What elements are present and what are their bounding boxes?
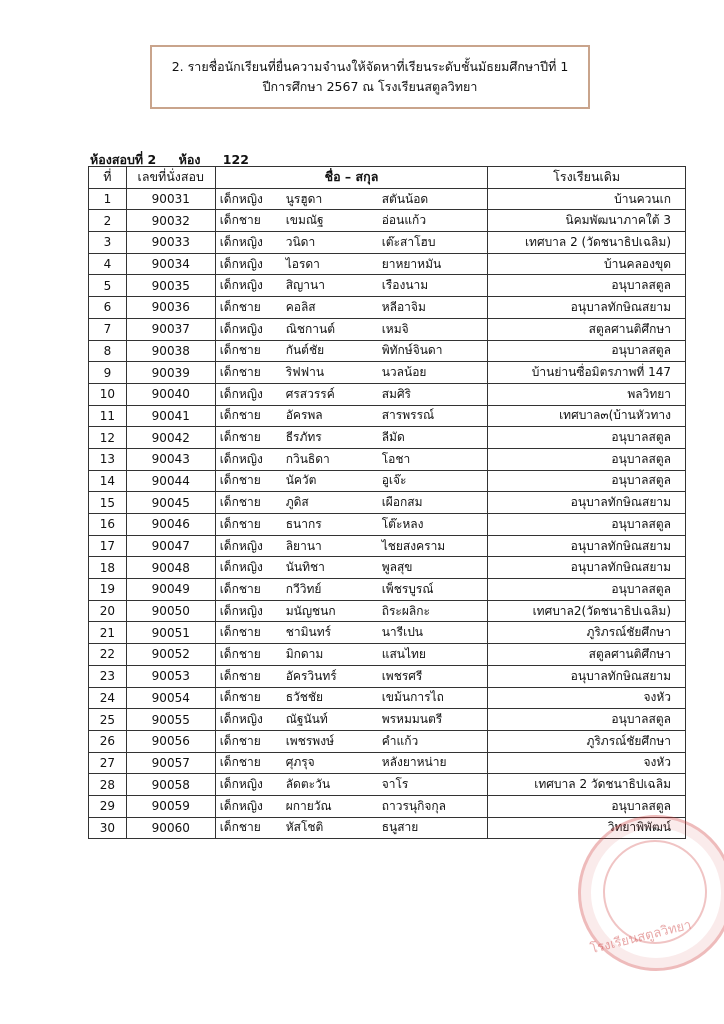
seal-text: โรงเรียนสตูลวิทยา	[588, 917, 693, 958]
name-prefix: เด็กหญิง	[219, 538, 263, 553]
room-label: ห้อง	[178, 152, 201, 167]
name-prefix: เด็กหญิง	[219, 560, 263, 575]
student-name-cell	[215, 362, 488, 384]
first-name: อัครพล	[285, 408, 323, 423]
row-number-cell: 17	[89, 535, 127, 557]
previous-school-cell: อนุบาลทักษิณสยาม	[488, 297, 686, 319]
row-number-cell: 23	[89, 665, 127, 687]
table-row	[89, 427, 686, 449]
student-name-cell	[215, 492, 488, 514]
student-name-cell	[215, 275, 488, 297]
last-name: พูลสุข	[381, 560, 413, 575]
first-name: นูรฮูดา	[285, 191, 323, 206]
last-name: อ่อนแก้ว	[381, 213, 427, 228]
student-name-cell	[215, 644, 488, 666]
first-name: กันต์ชัย	[285, 343, 325, 358]
name-prefix: เด็กหญิง	[219, 798, 263, 813]
seat-number-cell: 90050	[126, 600, 215, 622]
last-name: ธนูสาย	[381, 820, 419, 835]
table-row	[89, 405, 686, 427]
previous-school-cell: วิทยาพิพัฒน์	[488, 817, 686, 839]
row-number-cell: 25	[89, 709, 127, 731]
previous-school-cell: อนุบาลทักษิณสยาม	[488, 557, 686, 579]
table-row	[89, 665, 686, 687]
student-name-cell	[215, 665, 488, 687]
first-name: ธนากร	[285, 516, 322, 531]
row-number-cell: 13	[89, 448, 127, 470]
previous-school-cell: บ้านย่านซื่อมิตรภาพที่ 147	[488, 362, 686, 384]
seat-number-cell: 90051	[126, 622, 215, 644]
seat-number-cell: 90054	[126, 687, 215, 709]
row-number-cell: 1	[89, 188, 127, 210]
name-prefix: เด็กหญิง	[219, 234, 263, 249]
seat-number-cell: 90031	[126, 188, 215, 210]
name-prefix: เด็กชาย	[219, 646, 261, 661]
student-name-cell	[215, 795, 488, 817]
first-name: นัควัต	[285, 473, 317, 488]
last-name: โต๊ะหลง	[381, 516, 424, 531]
seat-number-cell: 90034	[126, 253, 215, 275]
table-row	[89, 774, 686, 796]
table-row	[89, 448, 686, 470]
row-number-cell: 18	[89, 557, 127, 579]
name-prefix: เด็กชาย	[219, 495, 261, 510]
first-name: เพชรพงษ์	[285, 733, 334, 748]
name-prefix: เด็กหญิง	[219, 386, 263, 401]
first-name: คอลิส	[285, 299, 316, 314]
row-number-cell: 10	[89, 383, 127, 405]
student-name-cell	[215, 318, 488, 340]
row-number-cell: 2	[89, 210, 127, 232]
name-prefix: เด็กชาย	[219, 755, 261, 770]
seat-number-cell: 90048	[126, 557, 215, 579]
student-name-cell	[215, 817, 488, 839]
table-row	[89, 383, 686, 405]
student-name-cell	[215, 622, 488, 644]
table-row	[89, 622, 686, 644]
table-row	[89, 535, 686, 557]
student-name-cell	[215, 188, 488, 210]
table-row	[89, 730, 686, 752]
student-name-cell	[215, 730, 488, 752]
last-name: เพ็ชรบูรณ์	[381, 581, 434, 596]
row-number-cell: 15	[89, 492, 127, 514]
row-number-cell: 22	[89, 644, 127, 666]
name-prefix: เด็กชาย	[219, 668, 261, 683]
first-name: นันทิชา	[285, 560, 325, 575]
seat-number-cell: 90049	[126, 579, 215, 601]
row-number-cell: 30	[89, 817, 127, 839]
name-prefix: เด็กหญิง	[219, 712, 263, 727]
first-name: ชามินทร์	[285, 625, 332, 640]
last-name: พรหมมนตรี	[381, 712, 443, 727]
table-row	[89, 600, 686, 622]
last-name: เรืองนาม	[381, 278, 429, 293]
first-name: ลัดตะวัน	[285, 777, 331, 792]
previous-school-cell: จงหัว	[488, 752, 686, 774]
previous-school-cell: อนุบาลสตูล	[488, 340, 686, 362]
previous-school-cell: เทศบาล๓(บ้านหัวทาง	[488, 405, 686, 427]
last-name: โอชา	[381, 451, 411, 466]
seat-number-cell: 90057	[126, 752, 215, 774]
name-prefix: เด็กหญิง	[219, 451, 263, 466]
table-row	[89, 492, 686, 514]
row-number-cell: 6	[89, 297, 127, 319]
name-prefix: เด็กชาย	[219, 365, 261, 380]
row-number-cell: 24	[89, 687, 127, 709]
seat-number-cell: 90045	[126, 492, 215, 514]
previous-school-cell: ภูริภรณ์ชัยศึกษา	[488, 622, 686, 644]
previous-school-cell: บ้านควนเก	[488, 188, 686, 210]
previous-school-cell: สตูลศานติศึกษา	[488, 318, 686, 340]
seat-number-cell: 90032	[126, 210, 215, 232]
last-name: นวลน้อย	[381, 365, 427, 380]
table-row	[89, 210, 686, 232]
previous-school-cell: เทศบาล 2 (วัดชนาธิปเฉลิม)	[488, 232, 686, 254]
previous-school-cell: อนุบาลสตูล	[488, 470, 686, 492]
student-name-cell	[215, 752, 488, 774]
student-name-cell	[215, 687, 488, 709]
header-previous-school: โรงเรียนเดิม	[488, 167, 686, 189]
table-row	[89, 817, 686, 839]
student-name-cell	[215, 383, 488, 405]
row-number-cell: 19	[89, 579, 127, 601]
table-header-row	[89, 167, 686, 189]
table-row	[89, 232, 686, 254]
seat-number-cell: 90035	[126, 275, 215, 297]
row-number-cell: 3	[89, 232, 127, 254]
student-name-cell	[215, 405, 488, 427]
previous-school-cell: อนุบาลทักษิณสยาม	[488, 665, 686, 687]
previous-school-cell: อนุบาลทักษิณสยาม	[488, 535, 686, 557]
table-row	[89, 557, 686, 579]
row-number-cell: 16	[89, 514, 127, 536]
table-row	[89, 514, 686, 536]
seat-number-cell: 90040	[126, 383, 215, 405]
table-row	[89, 687, 686, 709]
name-prefix: เด็กหญิง	[219, 256, 263, 271]
last-name: ถิระผลิกะ	[381, 603, 430, 618]
table-row	[89, 340, 686, 362]
student-name-cell	[215, 448, 488, 470]
last-name: พิทักษ์จินดา	[381, 343, 443, 358]
first-name: ลิยานา	[285, 538, 322, 553]
student-name-cell	[215, 774, 488, 796]
previous-school-cell: เทศบาล 2 วัดชนาธิปเฉลิม	[488, 774, 686, 796]
previous-school-cell: อนุบาลทักษิณสยาม	[488, 492, 686, 514]
name-prefix: เด็กหญิง	[219, 191, 263, 206]
first-name: ผกายวัณ	[285, 798, 332, 813]
name-prefix: เด็กชาย	[219, 516, 261, 531]
seat-number-cell: 90047	[126, 535, 215, 557]
previous-school-cell: นิคมพัฒนาภาคใต้ 3	[488, 210, 686, 232]
name-prefix: เด็กชาย	[219, 408, 261, 423]
name-prefix: เด็กชาย	[219, 213, 261, 228]
first-name: วนิดา	[285, 234, 316, 249]
student-name-cell	[215, 297, 488, 319]
row-number-cell: 27	[89, 752, 127, 774]
first-name: เขมณัฐ	[285, 213, 324, 228]
header-name: ชื่อ – สกุล	[215, 167, 488, 189]
header-no: ที่	[89, 167, 127, 189]
last-name: อูเจ๊ะ	[381, 473, 407, 488]
student-name-cell	[215, 535, 488, 557]
name-prefix: เด็กหญิง	[219, 321, 263, 336]
previous-school-cell: บ้านคลองขุด	[488, 253, 686, 275]
first-name: กวีวิทย์	[285, 581, 322, 596]
previous-school-cell: อนุบาลสตูล	[488, 709, 686, 731]
student-name-cell	[215, 210, 488, 232]
previous-school-cell: สตูลศานติศึกษา	[488, 644, 686, 666]
table-row	[89, 188, 686, 210]
last-name: นารีเปน	[381, 625, 424, 640]
seat-number-cell: 90038	[126, 340, 215, 362]
first-name: ภูดิส	[285, 495, 309, 510]
previous-school-cell: อนุบาลสตูล	[488, 579, 686, 601]
previous-school-cell: ภูริภรณ์ชัยศึกษา	[488, 730, 686, 752]
table-row	[89, 275, 686, 297]
table-row	[89, 253, 686, 275]
seat-number-cell: 90058	[126, 774, 215, 796]
last-name: เพชรศรี	[381, 668, 423, 683]
table-row	[89, 297, 686, 319]
first-name: ธวัชชัย	[285, 690, 324, 705]
last-name: หลังยาหน่าย	[381, 755, 447, 770]
table-row	[89, 795, 686, 817]
last-name: ถาวรนุกิจกุล	[381, 798, 447, 813]
student-name-cell	[215, 427, 488, 449]
first-name: หัสโชติ	[285, 820, 324, 835]
student-name-cell	[215, 340, 488, 362]
student-roster-table	[88, 166, 686, 839]
last-name: เขม้นการไถ	[381, 690, 444, 705]
previous-school-cell: อนุบาลสตูล	[488, 275, 686, 297]
first-name: กวินธิดา	[285, 451, 330, 466]
table-row	[89, 644, 686, 666]
first-name: ณัฐนันท์	[285, 712, 328, 727]
table-row	[89, 579, 686, 601]
seat-number-cell: 90036	[126, 297, 215, 319]
previous-school-cell: อนุบาลสตูล	[488, 795, 686, 817]
seat-number-cell: 90059	[126, 795, 215, 817]
name-prefix: เด็กชาย	[219, 820, 261, 835]
row-number-cell: 4	[89, 253, 127, 275]
table-body	[89, 188, 686, 839]
first-name: ธีรภัทร	[285, 430, 322, 445]
table-row	[89, 362, 686, 384]
row-number-cell: 26	[89, 730, 127, 752]
name-prefix: เด็กหญิง	[219, 777, 263, 792]
seat-number-cell: 90033	[126, 232, 215, 254]
seat-number-cell: 90055	[126, 709, 215, 731]
student-name-cell	[215, 232, 488, 254]
seat-number-cell: 90039	[126, 362, 215, 384]
name-prefix: เด็กชาย	[219, 430, 261, 445]
last-name: คำแก้ว	[381, 733, 419, 748]
student-name-cell	[215, 579, 488, 601]
name-prefix: เด็กหญิง	[219, 603, 263, 618]
previous-school-cell: จงหัว	[488, 687, 686, 709]
name-prefix: เด็กชาย	[219, 733, 261, 748]
table-row	[89, 709, 686, 731]
row-number-cell: 9	[89, 362, 127, 384]
row-number-cell: 8	[89, 340, 127, 362]
previous-school-cell: พลวิทยา	[488, 383, 686, 405]
table-row	[89, 318, 686, 340]
previous-school-cell: อนุบาลสตูล	[488, 514, 686, 536]
last-name: ลีมัด	[381, 430, 405, 445]
row-number-cell: 29	[89, 795, 127, 817]
first-name: ณิชกานต์	[285, 321, 335, 336]
first-name: มิกดาม	[285, 646, 324, 661]
row-number-cell: 5	[89, 275, 127, 297]
first-name: อัครวินทร์	[285, 668, 337, 683]
last-name: แสนไทย	[381, 646, 426, 661]
table-row	[89, 752, 686, 774]
seat-number-cell: 90042	[126, 427, 215, 449]
last-name: หลีอาจิม	[381, 299, 426, 314]
title-line-1: 2. รายชื่อนักเรียนที่ยื่นความจำนงให้จัดหาที่เรียนระดับชั้นมัธยมศึกษาปีที่ 1	[171, 59, 569, 74]
seat-number-cell: 90053	[126, 665, 215, 687]
name-prefix: เด็กชาย	[219, 625, 261, 640]
first-name: ริฟฟาน	[285, 365, 325, 380]
student-name-cell	[215, 470, 488, 492]
document-title-box	[150, 45, 590, 109]
row-number-cell: 11	[89, 405, 127, 427]
name-prefix: เด็กชาย	[219, 473, 261, 488]
last-name: สารพรรณ์	[381, 408, 435, 423]
header-seat-number: เลขที่นั่งสอบ	[126, 167, 215, 189]
row-number-cell: 14	[89, 470, 127, 492]
seat-number-cell: 90044	[126, 470, 215, 492]
student-name-cell	[215, 514, 488, 536]
first-name: ไอรดา	[285, 256, 320, 271]
student-name-cell	[215, 253, 488, 275]
last-name: สมศิริ	[381, 386, 411, 401]
exam-room-label: ห้องสอบที่ 2	[90, 152, 157, 167]
previous-school-cell: อนุบาลสตูล	[488, 448, 686, 470]
table-row	[89, 470, 686, 492]
seat-number-cell: 90037	[126, 318, 215, 340]
previous-school-cell: อนุบาลสตูล	[488, 427, 686, 449]
row-number-cell: 12	[89, 427, 127, 449]
first-name: มนัญชนก	[285, 603, 336, 618]
name-prefix: เด็กชาย	[219, 690, 261, 705]
row-number-cell: 7	[89, 318, 127, 340]
room-number: 122	[222, 152, 249, 167]
first-name: ศรสวรรค์	[285, 386, 335, 401]
name-prefix: เด็กชาย	[219, 299, 261, 314]
student-name-cell	[215, 557, 488, 579]
seat-number-cell: 90043	[126, 448, 215, 470]
first-name: ศุภรุจ	[285, 755, 315, 770]
student-name-cell	[215, 709, 488, 731]
name-prefix: เด็กชาย	[219, 581, 261, 596]
previous-school-cell: เทศบาล2(วัดชนาธิปเฉลิม)	[488, 600, 686, 622]
seat-number-cell: 90052	[126, 644, 215, 666]
last-name: เผือกสม	[381, 495, 423, 510]
last-name: ยาหยาหมัน	[381, 256, 442, 271]
seat-number-cell: 90056	[126, 730, 215, 752]
name-prefix: เด็กหญิง	[219, 278, 263, 293]
row-number-cell: 21	[89, 622, 127, 644]
row-number-cell: 28	[89, 774, 127, 796]
seat-number-cell: 90041	[126, 405, 215, 427]
last-name: เหมจิ	[381, 321, 409, 336]
last-name: เต๊ะสาโฮบ	[381, 234, 436, 249]
last-name: สตันน้อด	[381, 191, 429, 206]
student-name-cell	[215, 600, 488, 622]
name-prefix: เด็กชาย	[219, 343, 261, 358]
school-seal-stamp	[578, 815, 724, 971]
last-name: จาโร	[381, 777, 409, 792]
row-number-cell: 20	[89, 600, 127, 622]
last-name: ไชยสงคราม	[381, 538, 446, 553]
seat-number-cell: 90060	[126, 817, 215, 839]
seat-number-cell: 90046	[126, 514, 215, 536]
title-line-2: ปีการศึกษา 2567 ณ โรงเรียนสตูลวิทยา	[262, 79, 478, 94]
first-name: สิญานา	[285, 278, 325, 293]
